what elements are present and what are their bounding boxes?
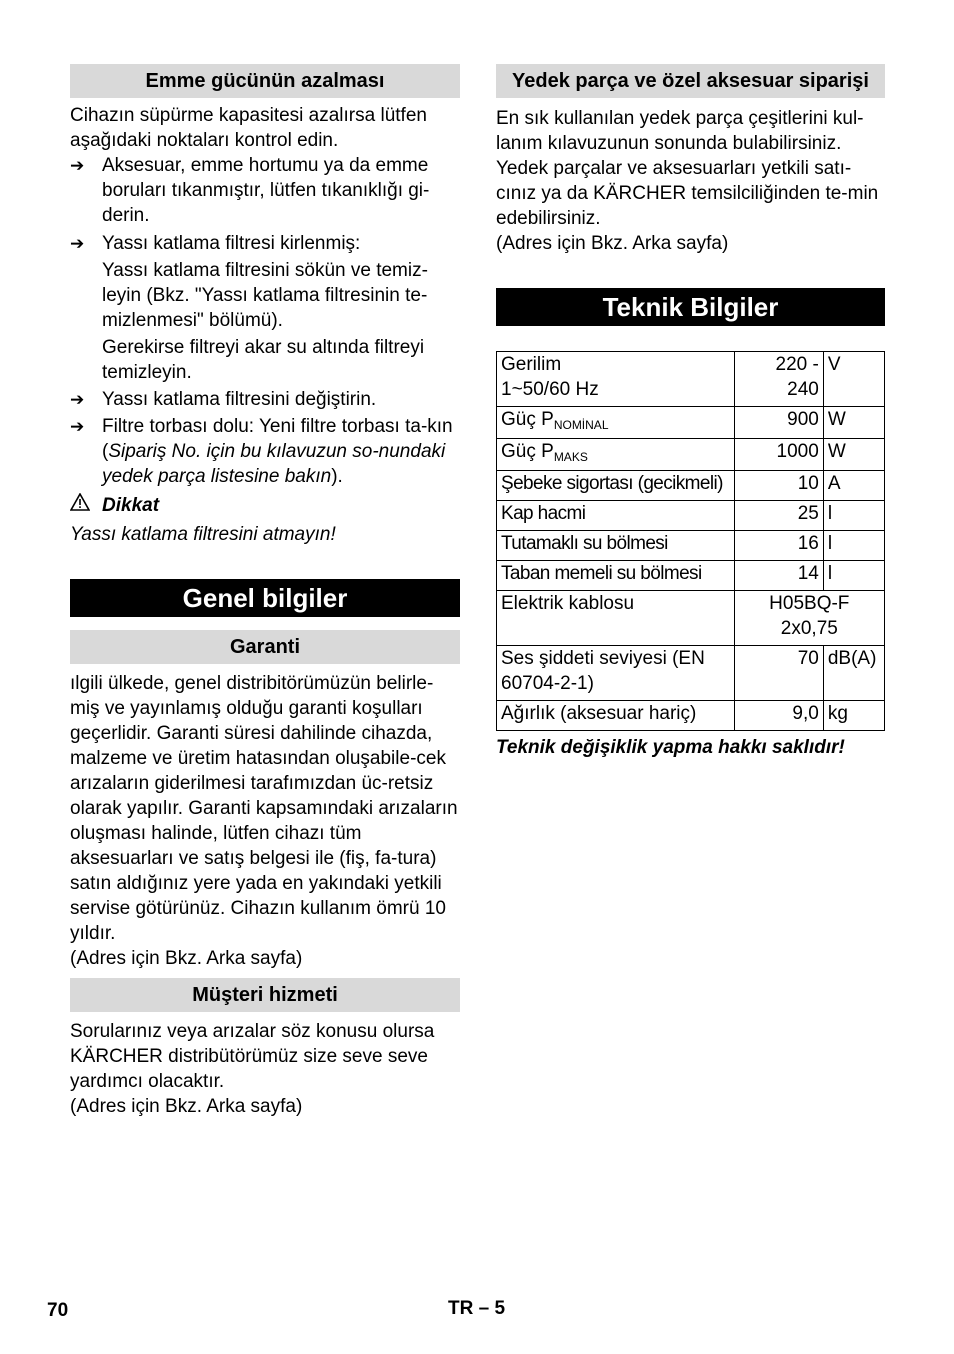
spec-label: Kap hacmi xyxy=(497,501,735,531)
table-row xyxy=(497,439,885,471)
spec-unit: W xyxy=(823,439,884,471)
spec-label-main: Güç P xyxy=(501,409,554,430)
section-heading-teknik: Teknik Bilgiler xyxy=(496,288,885,326)
table-row xyxy=(497,352,885,407)
spec-value: 220 - 240 xyxy=(734,352,823,407)
spec-label: Taban memeli su bölmesi xyxy=(497,561,735,591)
warning-triangle-icon xyxy=(70,493,102,518)
garanti-text: ılgili ülkede, genel distribitörümüzün belirle-miş ve yayınlamış olduğu garanti koşulları geçerlidir. Garanti süresi dahilinde cihazda, malzeme ve üretim hatasından oluşabile-cek arızaların giderilmesi tarafımızdan üc-retsiz olarak yapılır. Garanti kapsamındaki arızaların oluşması halinde, lütfen cihazı tüm aksesuarları ve satış belgesi ile (fiş, fa-tura) satın aldığınız yere yada en yakındaki yetkili servise götürünüz. Cihazın kullanım ömrü 10 yıldır. xyxy=(70,673,458,944)
spec-table xyxy=(496,351,885,731)
spec-label-subscript: NOMİNAL xyxy=(553,418,609,432)
spec-label: Ağırlık (aksesuar hariç) xyxy=(497,701,735,731)
yedek-address: (Adres için Bkz. Arka sayfa) xyxy=(496,233,729,254)
spec-label: Ses şiddeti seviyesi (EN 60704-2-1) xyxy=(497,646,735,701)
section-heading-musteri: Müşteri hizmeti xyxy=(70,978,460,1012)
warning-box xyxy=(70,493,460,518)
page-number: 70 xyxy=(47,1300,69,1321)
table-row xyxy=(497,646,885,701)
table-row xyxy=(497,701,885,731)
list-item-text: Yassı katlama filtresi kirlenmiş: xyxy=(102,233,361,254)
arrow-right-icon: ➔ xyxy=(70,417,85,436)
list-item-text xyxy=(102,414,460,489)
spec-value: 1000 xyxy=(734,439,823,471)
table-row xyxy=(497,407,885,439)
garanti-address: (Adres için Bkz. Arka sayfa) xyxy=(70,948,303,969)
spec-label xyxy=(497,407,735,439)
arrow-right-icon: ➔ xyxy=(70,156,85,175)
spec-value: H05BQ-F 2x0,75 xyxy=(734,591,884,646)
spec-label xyxy=(497,439,735,471)
section-heading-yedek: Yedek parça ve özel aksesuar siparişi xyxy=(496,64,885,98)
spec-unit: dB(A) xyxy=(823,646,884,701)
section-heading-emme: Emme gücünün azalması xyxy=(70,64,460,98)
table-row xyxy=(497,561,885,591)
musteri-address: (Adres için Bkz. Arka sayfa) xyxy=(70,1096,303,1117)
warning-text: Yassı katlama filtresini atmayın! xyxy=(70,524,336,545)
table-row xyxy=(497,591,885,646)
list-item-text: Yassı katlama filtresini değiştirin. xyxy=(102,389,377,410)
yedek-text: En sık kullanılan yedek parça çeşitlerini kul-lanım kılavuzunun sonunda bulabilirsiniz. Yedek parçalar ve aksesuarları yetkili satı-cınız ya da KÄRCHER temsilciliğinden te-min edebilirsiniz. xyxy=(496,108,879,229)
spec-unit: l xyxy=(823,501,884,531)
spec-label: Gerilim 1~50/60 Hz xyxy=(497,352,735,407)
list-item-text-italic: Sipariş No. için bu kılavuzun so-nundaki yedek parça listesine bakın xyxy=(102,441,446,487)
spec-value: 25 xyxy=(734,501,823,531)
spec-label-main: Güç P xyxy=(501,441,554,462)
spec-value: 70 xyxy=(734,646,823,701)
list-item-paragraph: Yassı katlama filtresini sökün ve temiz-leyin (Bkz. "Yassı katlama filtresinin te-mizlenmesi" bölümü). xyxy=(102,260,428,331)
section-page-label: TR – 5 xyxy=(448,1298,506,1319)
section-heading-garanti: Garanti xyxy=(70,630,460,664)
list-item xyxy=(70,231,460,256)
list-item xyxy=(70,387,460,412)
spec-unit: W xyxy=(823,407,884,439)
list-item xyxy=(70,414,460,489)
spec-label: Elektrik kablosu xyxy=(497,591,735,646)
emme-intro: Cihazın süpürme kapasitesi azalırsa lütfen aşağıdaki noktaları kontrol edin. xyxy=(70,105,427,151)
warning-label: Dikkat xyxy=(102,495,160,516)
list-item-text: Aksesuar, emme hortumu ya da emme boruları tıkanmıştır, lütfen tıkanıklığı gi-derin. xyxy=(102,155,430,226)
spec-value: 9,0 xyxy=(734,701,823,731)
spec-label: Şebeke sigortası (gecikmeli) xyxy=(497,471,735,501)
musteri-text: Sorularınız veya arızalar söz konusu olursa KÄRCHER distribütörümüz size seve seve yardımcı olacaktır. xyxy=(70,1021,435,1092)
spec-label-subscript: MAKS xyxy=(553,450,588,464)
list-item-text-start: Filtre torbası dolu: Yeni filtre torbası ta-kın ( xyxy=(102,416,453,462)
spec-label: Tutamaklı su bölmesi xyxy=(497,531,735,561)
list-item-text-end: ). xyxy=(331,466,343,487)
right-column xyxy=(496,64,885,760)
spec-unit: A xyxy=(823,471,884,501)
spec-unit: kg xyxy=(823,701,884,731)
arrow-right-icon: ➔ xyxy=(70,390,85,409)
spec-unit: l xyxy=(823,561,884,591)
list-item xyxy=(70,153,460,228)
table-row xyxy=(497,471,885,501)
spec-value: 10 xyxy=(734,471,823,501)
section-heading-genel: Genel bilgiler xyxy=(70,579,460,617)
table-row xyxy=(497,501,885,531)
spec-value: 14 xyxy=(734,561,823,591)
arrow-right-icon: ➔ xyxy=(70,234,85,253)
spec-unit: V xyxy=(823,352,884,407)
teknik-note: Teknik değişiklik yapma hakkı saklıdır! xyxy=(496,737,845,758)
left-column xyxy=(70,64,460,1119)
spec-unit: l xyxy=(823,531,884,561)
table-row xyxy=(497,531,885,561)
spec-value: 900 xyxy=(734,407,823,439)
list-item-paragraph: Gerekirse filtreyi akar su altında filtreyi temizleyin. xyxy=(102,337,425,383)
spec-value: 16 xyxy=(734,531,823,561)
